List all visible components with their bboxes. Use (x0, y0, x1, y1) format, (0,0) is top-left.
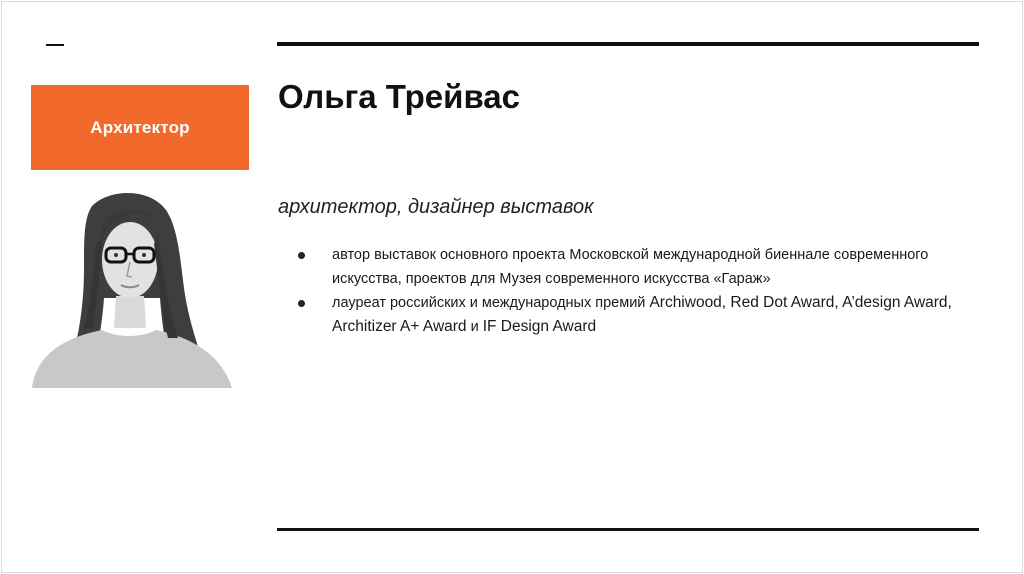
bullet-dot-icon (298, 300, 305, 307)
person-name: Ольга Трейвас (278, 78, 521, 115)
awards-list-b: IF Design Award (482, 318, 597, 335)
role-badge-label: Архитектор (90, 117, 190, 137)
list-item (298, 243, 978, 291)
achievements-list (298, 243, 978, 339)
role-badge (31, 85, 249, 170)
person-role: архитектор, дизайнер выставок (278, 196, 594, 218)
awards-joiner: и (466, 319, 483, 335)
person-photo-icon (22, 188, 238, 388)
list-item-text (332, 295, 952, 335)
top-divider (277, 42, 979, 46)
header-dash (46, 44, 64, 46)
awards-prefix: лауреат российских и международных премий (332, 295, 650, 311)
bottom-divider (277, 528, 979, 531)
bullet-dot-icon (298, 252, 305, 259)
awards-list-a: Archiwood, Red Dot Award, A’design Award, Architizer A+ Award (332, 294, 952, 335)
list-item-text: автор выставок основного проекта Московской международной биеннале современного искусства, проектов для Музея современного искусства «Гараж» (332, 247, 929, 287)
list-item (298, 291, 978, 339)
